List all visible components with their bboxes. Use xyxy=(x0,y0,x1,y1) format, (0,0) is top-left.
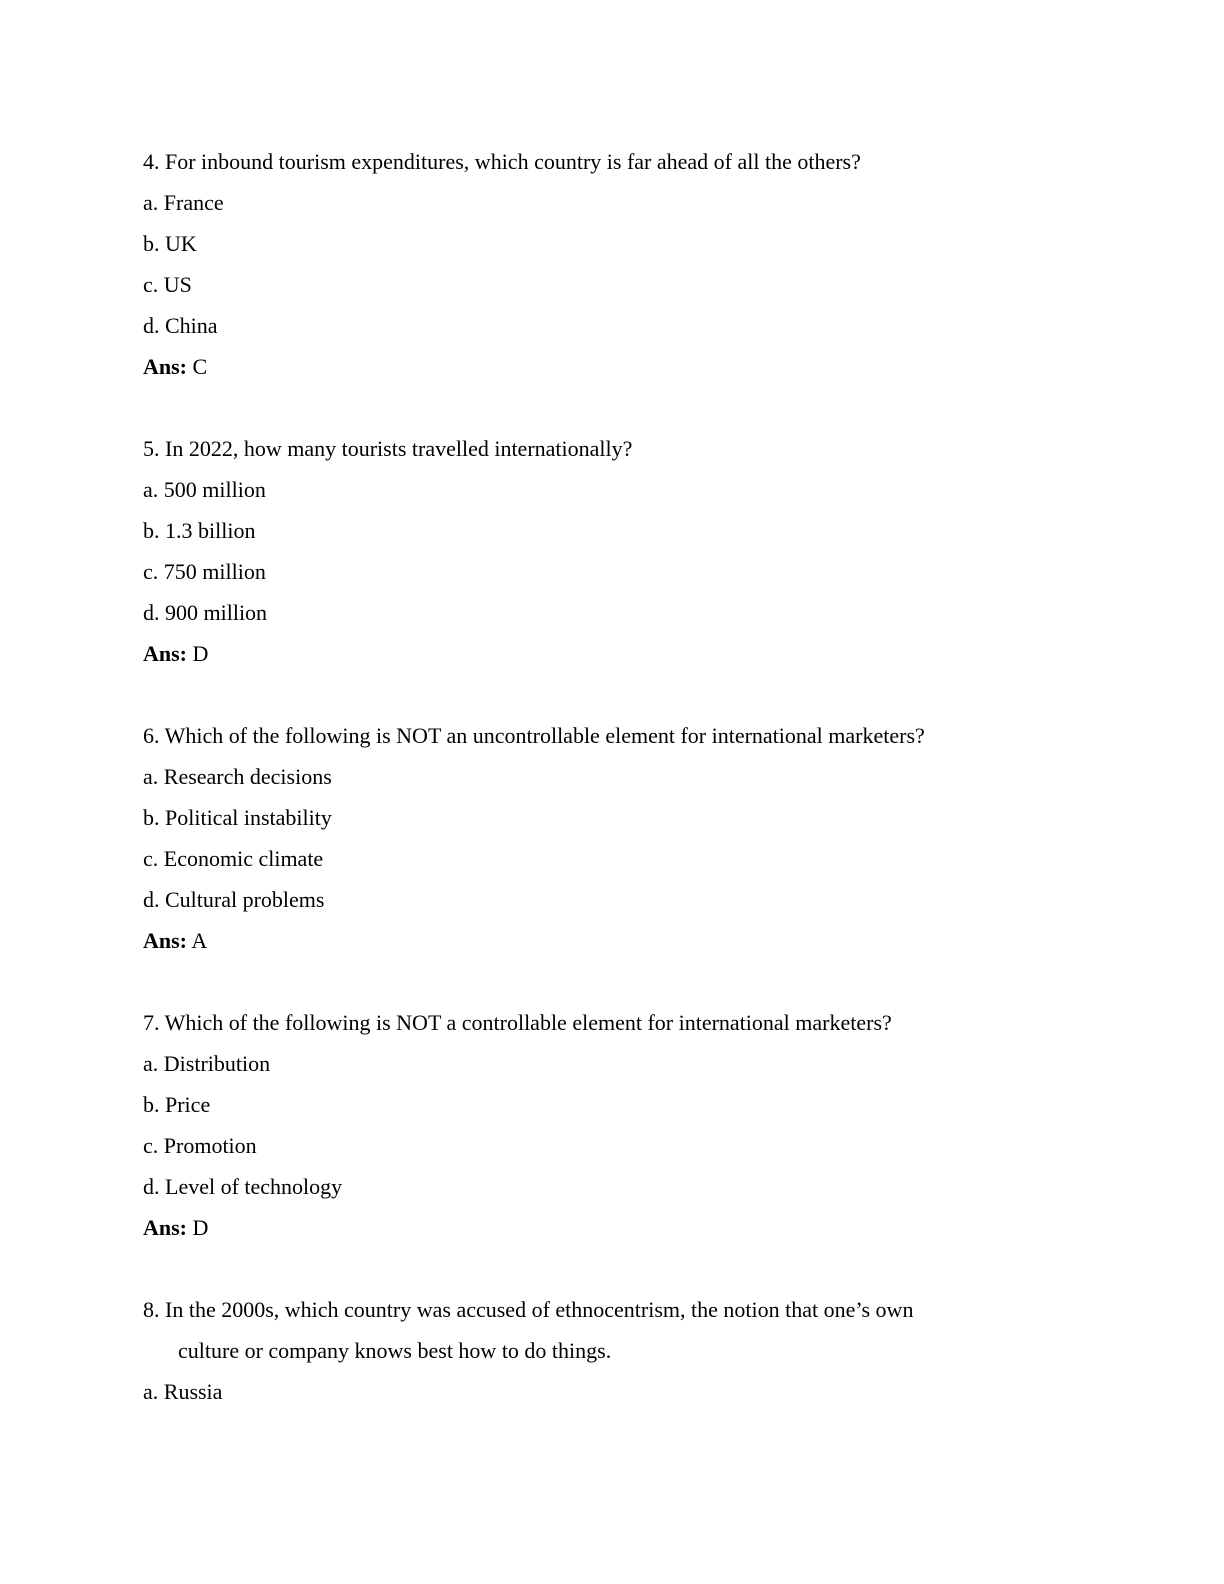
question-5 xyxy=(143,428,1123,674)
answer-label: Ans: xyxy=(143,1215,188,1240)
option-a: a. Russia xyxy=(143,1379,223,1404)
answer-line xyxy=(143,346,1123,387)
answer-label: Ans: xyxy=(143,928,188,953)
question-text: 4. For inbound tourism expenditures, which country is far ahead of all the others? xyxy=(143,149,861,174)
answer-value: D xyxy=(192,1215,209,1240)
question-text: 8. In the 2000s, which country was accused of ethnocentrism, the notion that one’s own xyxy=(143,1297,914,1322)
option-b: b. UK xyxy=(143,231,197,256)
option-a: a. 500 million xyxy=(143,477,266,502)
option-d: d. China xyxy=(143,313,218,338)
answer-value: C xyxy=(192,354,208,379)
option-a: a. France xyxy=(143,190,224,215)
option-c: c. Promotion xyxy=(143,1133,257,1158)
answer-line xyxy=(143,633,1123,674)
option-a: a. Research decisions xyxy=(143,764,332,789)
question-text: 5. In 2022, how many tourists travelled internationally? xyxy=(143,436,633,461)
option-c: c. Economic climate xyxy=(143,846,324,871)
question-text: 6. Which of the following is NOT an uncontrollable element for international marketers? xyxy=(143,723,925,748)
question-8 xyxy=(143,1289,1123,1412)
answer-line xyxy=(143,1207,1123,1248)
option-a: a. Distribution xyxy=(143,1051,271,1076)
option-c: c. US xyxy=(143,272,192,297)
question-list xyxy=(143,141,1123,1453)
answer-label: Ans: xyxy=(143,354,188,379)
question-6 xyxy=(143,715,1123,961)
option-b: b. 1.3 billion xyxy=(143,518,256,543)
answer-label: Ans: xyxy=(143,641,188,666)
option-d: d. Cultural problems xyxy=(143,887,325,912)
question-text-continued: culture or company knows best how to do things. xyxy=(178,1338,612,1363)
option-d: d. 900 million xyxy=(143,600,268,625)
option-b: b. Political instability xyxy=(143,805,332,830)
question-7 xyxy=(143,1002,1123,1248)
answer-value: A xyxy=(191,928,208,953)
option-d: d. Level of technology xyxy=(143,1174,343,1199)
option-b: b. Price xyxy=(143,1092,211,1117)
answer-line xyxy=(143,920,1123,961)
option-c: c. 750 million xyxy=(143,559,266,584)
answer-value: D xyxy=(192,641,209,666)
question-text: 7. Which of the following is NOT a controllable element for international marketers? xyxy=(143,1010,892,1035)
question-4 xyxy=(143,141,1123,387)
